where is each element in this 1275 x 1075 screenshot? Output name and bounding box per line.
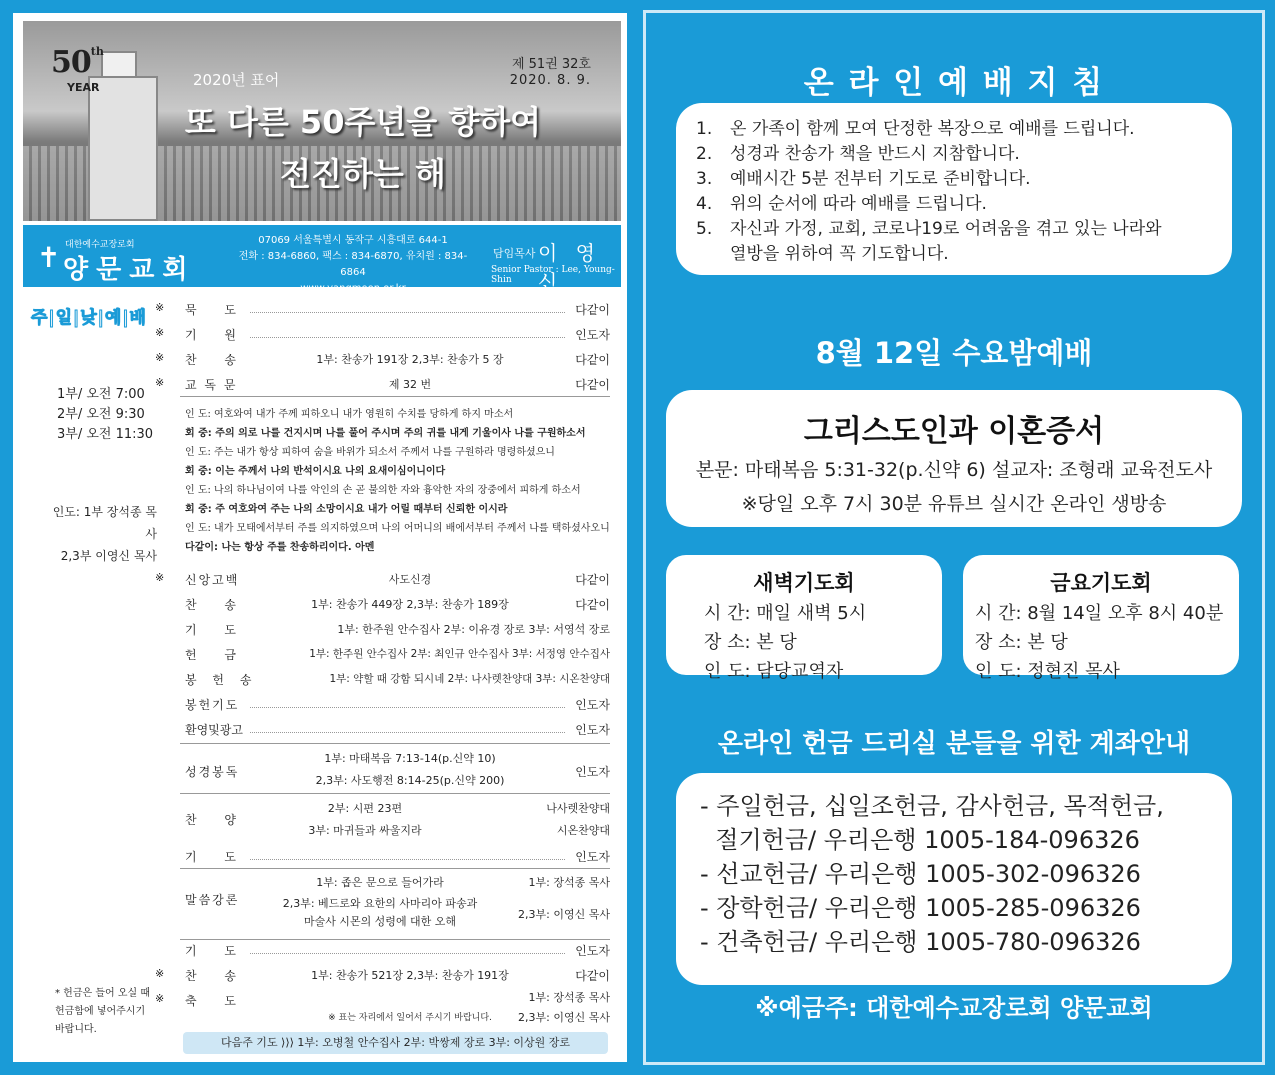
volume-number: 제 51권 32호 [511, 57, 591, 72]
order-item-name: 교 독 문 [185, 378, 238, 392]
wednesday-title: 8월 12일 수요밤예배 [815, 336, 1093, 370]
list-item [696, 192, 1162, 217]
order-item-leader: 인도자 [575, 328, 610, 342]
service-time: 3부/ 오전 11:30 [57, 427, 154, 442]
order-item-detail: 1부: 약할 때 강함 되시네 2부: 나사렛찬양대 3부: 시온찬양대 [329, 673, 610, 685]
cross-icon: ✝ [37, 241, 61, 274]
item-text: 성경과 찬송가 책을 반드시 지참합니다. [730, 144, 1020, 164]
service-time: 1부/ 오전 7:00 [57, 387, 145, 402]
order-item-name: 묵 도 [185, 303, 248, 317]
item-number [696, 242, 730, 267]
church-contact [238, 233, 468, 297]
friday-time: 시 간: 8월 14일 오후 8시 40분 [975, 603, 1224, 624]
scripture-line: 1부: 마태복음 7:13-14(p.신약 10) [324, 752, 496, 765]
order-item-detail: 1부: 찬송가 449장 2,3부: 찬송가 189장 [311, 598, 509, 611]
dawn-prayer-title: 새벽기도회 [753, 571, 855, 595]
wednesday-sermon-title: 그리스도인과 이혼증서 [803, 414, 1105, 449]
item-text: 예배시간 5분 전부터 기도로 준비합니다. [730, 169, 1031, 189]
list-item [696, 217, 1162, 242]
order-row [155, 938, 610, 962]
order-item-leader: 인도자 [575, 723, 610, 737]
accounts-list [700, 789, 1164, 959]
praise-line: 2부: 시편 23편 [327, 802, 403, 815]
item-text: 온 가족이 함께 모여 단정한 복장으로 예배를 드립니다. [730, 119, 1135, 139]
item-number: 3. [696, 169, 713, 189]
order-row [155, 347, 610, 371]
blessing-leader: 1부: 장석종 목사 [528, 991, 610, 1004]
dawn-place: 장 소: 본 당 [704, 632, 797, 653]
service-time: 2부/ 오전 9:30 [57, 407, 145, 422]
order-item-name: 봉헌기도 [185, 698, 240, 712]
theme-year: 2020년 표어 [193, 71, 280, 89]
theme-line-2: 전진하는 해 [280, 155, 446, 193]
church-website[interactable]: www.yangmoon.or.kr [300, 283, 406, 294]
pastor-name-english: Senior Pastor : Lee, Young-Shin [491, 265, 615, 285]
order-item-leader: 인도자 [575, 765, 610, 779]
item-text: 열방을 위하여 꼭 기도합니다. [730, 244, 949, 264]
bulletin-date: 2020. 8. 9. [509, 73, 591, 88]
order-item-name: 봉 헌 송 [185, 673, 258, 687]
order-row [155, 642, 610, 666]
divider [180, 868, 610, 869]
dawn-leader: 인 도: 담당교역자 [704, 661, 844, 682]
leader-dots [250, 859, 565, 860]
order-item-leader: 다같이 [575, 378, 610, 392]
wednesday-text: 본문: 마태복음 5:31-32(p.신약 6) 설교자: 조형래 교육전도사 [695, 459, 1213, 481]
item-text: 위의 순서에 따라 예배를 드립니다. [730, 194, 987, 214]
order-item-name: 성경봉독 [185, 765, 240, 779]
account-holder: ※예금주: 대한예수교장로회 양문교회 [755, 994, 1153, 1022]
list-item [696, 167, 1162, 192]
order-item-name: 기 도 [185, 850, 248, 864]
stand-mark: ※ [155, 571, 165, 584]
divider [180, 793, 610, 794]
list-item [696, 142, 1162, 167]
accounts-card [676, 773, 1232, 985]
reading-line: 인 도: 나의 하나님이여 나를 악인의 손 곧 불의한 자와 흉악한 자의 장중에서 피하게 하소서 [185, 485, 581, 496]
order-row-blessing [155, 988, 610, 1030]
preacher: 1부: 장석종 목사 [528, 876, 610, 889]
order-item-name: 찬 송 [185, 598, 248, 612]
stand-mark: ※ [155, 967, 165, 980]
badge-year: YEAR [67, 81, 100, 94]
order-row [155, 844, 610, 868]
order-item-name: 말씀강론 [185, 893, 240, 907]
theme-line-1: 또 다른 50주년을 향하여 [184, 103, 542, 141]
friday-place: 장 소: 본 당 [975, 632, 1068, 653]
badge-number: 50 [51, 45, 91, 80]
sermon-line: 마술사 시몬의 성령에 대한 오해 [303, 915, 457, 928]
online-guide-card [676, 103, 1232, 275]
account-line: - 선교헌금/ 우리은행 1005-302-096326 [700, 860, 1141, 888]
scripture-line: 2,3부: 사도행전 8:14-25(p.신약 200) [315, 774, 505, 787]
reading-line: 인 도: 주는 내가 항상 피하여 숨을 바위가 되소서 주께서 나를 구원하라 명령하셨으니 [185, 447, 555, 458]
item-text: 자신과 가정, 교회, 코로나19로 어려움을 겪고 있는 나라와 [730, 219, 1162, 239]
order-row-praise [155, 797, 610, 843]
church-image [88, 76, 158, 221]
order-item-name: 찬 송 [185, 353, 248, 367]
stand-mark: ※ [155, 351, 165, 364]
divider [180, 396, 610, 397]
account-line: - 건축헌금/ 우리은행 1005-780-096326 [700, 928, 1141, 956]
order-item-detail: 제 32 번 [388, 378, 432, 391]
church-name: 양문교회 [63, 255, 196, 285]
list-item [696, 242, 1162, 267]
pastor-name: 이 영 신 [538, 241, 601, 294]
order-row [155, 567, 610, 591]
order-item-detail: 1부: 한주원 안수집사 2부: 최인규 안수집사 3부: 서정영 안수집사 [309, 648, 610, 660]
announcements-page [643, 10, 1265, 1065]
leader: 2,3부 이영신 목사 [60, 549, 157, 563]
reading-line: 다같이: 나는 항상 주를 찬송하리이다. 아멘 [185, 542, 375, 553]
order-item-name: 찬 양 [185, 813, 248, 827]
denomination: 대한예수교장로회 [65, 240, 135, 250]
sermon-line: 2,3부: 베드로와 요한의 사마리아 파송과 [282, 897, 478, 910]
order-row-scripture [155, 747, 610, 793]
stand-mark: ※ [155, 326, 165, 339]
order-row [155, 592, 610, 616]
stand-mark: ※ [155, 376, 165, 389]
reading-line: 인 도: 여호와여 내가 주께 피하오니 내가 영원히 수치를 당하게 하지 마소서 [185, 409, 514, 420]
responsive-reading [185, 405, 610, 557]
leader-dots [250, 312, 565, 313]
order-row [155, 963, 610, 987]
anniversary-badge [51, 45, 104, 94]
praise-line: 3부: 마귀들과 싸울지라 [308, 824, 422, 837]
bulletin-page [10, 10, 630, 1065]
offering-note: * 헌금은 들어 오실 때 헌금함에 넣어주시기 바랍니다. [55, 988, 150, 1035]
blessing-leader: 2,3부: 이영신 목사 [518, 1011, 610, 1024]
order-item-leader: 다같이 [575, 353, 610, 367]
order-row [155, 717, 610, 741]
sunday-service-title: 주|일|낮|예|배 [31, 308, 147, 328]
order-row [155, 617, 610, 641]
reading-line: 회 중: 이는 주께서 나의 반석이시요 나의 요새이심이니이다 [185, 466, 446, 477]
item-number: 4. [696, 194, 713, 214]
preacher: 2,3부: 이영신 목사 [518, 908, 610, 921]
list-item [696, 117, 1162, 142]
friday-prayer-card [963, 555, 1239, 682]
leader: 인도: 1부 장석종 목사 [52, 505, 157, 541]
account-line: - 주일헌금, 십일조헌금, 감사헌금, 목적헌금, [700, 792, 1164, 820]
online-guide-list [696, 117, 1162, 267]
leader-dots [250, 337, 565, 338]
pastor-label: 담임목사 [493, 247, 536, 260]
order-item-name: 찬 송 [185, 969, 248, 983]
order-item-name: 기 도 [185, 944, 248, 958]
order-item-name: 환영및광고 [185, 723, 243, 737]
church-address: 07069 서울특별시 동작구 시흥대로 644-1 [258, 235, 448, 246]
order-item-detail: 1부: 찬송가 521장 2,3부: 찬송가 191장 [311, 969, 509, 982]
order-row [155, 692, 610, 716]
order-item-leader: 인도자 [575, 850, 610, 864]
order-item-detail: 사도신경 [388, 573, 432, 586]
order-item-leader: 다같이 [575, 573, 610, 587]
choir-name: 나사렛찬양대 [546, 802, 610, 815]
service-leaders [47, 501, 157, 567]
reading-line: 회 중: 주의 의로 나를 건지시며 나를 풀어 주시며 주의 귀를 내게 기울이사 나를 구원하소서 [185, 428, 586, 439]
wednesday-card [666, 390, 1242, 527]
order-item-leader: 다같이 [575, 303, 610, 317]
divider [180, 743, 610, 744]
order-item-leader: 인도자 [575, 944, 610, 958]
order-item-name: 헌 금 [185, 648, 248, 662]
leader-dots [250, 732, 565, 733]
church-header-bar [23, 225, 621, 294]
stand-note: ※ 표는 자리에서 일어서 주시기 바랍니다. [328, 1013, 492, 1023]
badge-suffix: th [90, 45, 104, 58]
order-item-name: 축 도 [185, 994, 248, 1008]
order-row [155, 297, 610, 321]
reading-line: 인 도: 내가 모태에서부터 주를 의지하였으며 나의 어머니의 배에서부터 주께서 나를 택하셨사오니 [185, 523, 610, 534]
order-item-detail: 1부: 찬송가 191장 2,3부: 찬송가 5 장 [316, 353, 504, 366]
order-item-leader: 다같이 [575, 969, 610, 983]
order-item-name: 기 도 [185, 623, 248, 637]
order-row [155, 372, 610, 396]
friday-prayer-title: 금요기도회 [1050, 571, 1152, 595]
order-row [155, 667, 610, 691]
stand-mark: ※ [155, 992, 165, 1005]
order-item-name: 신앙고백 [185, 573, 240, 587]
church-phones: 전화 : 834-6860, 팩스 : 834-6870, 유치원 : 834-6864 [238, 251, 468, 278]
wednesday-broadcast: ※당일 오후 7시 30분 유튜브 실시간 온라인 생방송 [741, 493, 1167, 515]
service-times [57, 385, 153, 445]
choir-name: 시온찬양대 [556, 824, 610, 837]
leader-dots [250, 707, 565, 708]
online-guide-title: 온 라 인 예 배 지 침 [803, 65, 1105, 101]
account-line: 절기헌금/ 우리은행 1005-184-096326 [700, 826, 1140, 854]
order-row [155, 322, 610, 346]
stand-mark: ※ [155, 301, 165, 314]
next-week-prayer: 다음주 기도 ⟩⟩⟩ 1부: 오병철 안수집사 2부: 박쌍제 장로 3부: 이상원 장로 [183, 1032, 608, 1054]
sermon-line: 1부: 좁은 문으로 들어가라 [316, 876, 444, 889]
dawn-time: 시 간: 매일 새벽 5시 [704, 603, 867, 624]
reading-line: 회 중: 주 여호와여 주는 나의 소망이시요 내가 어릴 때부터 신뢰한 이시라 [185, 504, 508, 515]
friday-leader: 인 도: 정현진 목사 [975, 661, 1120, 682]
order-row-sermon [155, 871, 610, 939]
account-line: - 장학헌금/ 우리은행 1005-285-096326 [700, 894, 1141, 922]
dawn-prayer-card [666, 555, 942, 682]
hero-banner [23, 21, 621, 221]
item-number: 2. [696, 144, 713, 164]
item-number: 5. [696, 219, 713, 239]
leader-dots [250, 953, 565, 954]
accounts-title: 온라인 헌금 드리실 분들을 위한 계좌안내 [717, 729, 1191, 759]
order-item-leader: 인도자 [575, 698, 610, 712]
order-item-detail: 1부: 한주원 안수집사 2부: 이유경 장로 3부: 서영석 장로 [337, 623, 610, 636]
item-number: 1. [696, 119, 713, 139]
order-item-name: 기 원 [185, 328, 248, 342]
order-item-leader: 다같이 [575, 598, 610, 612]
